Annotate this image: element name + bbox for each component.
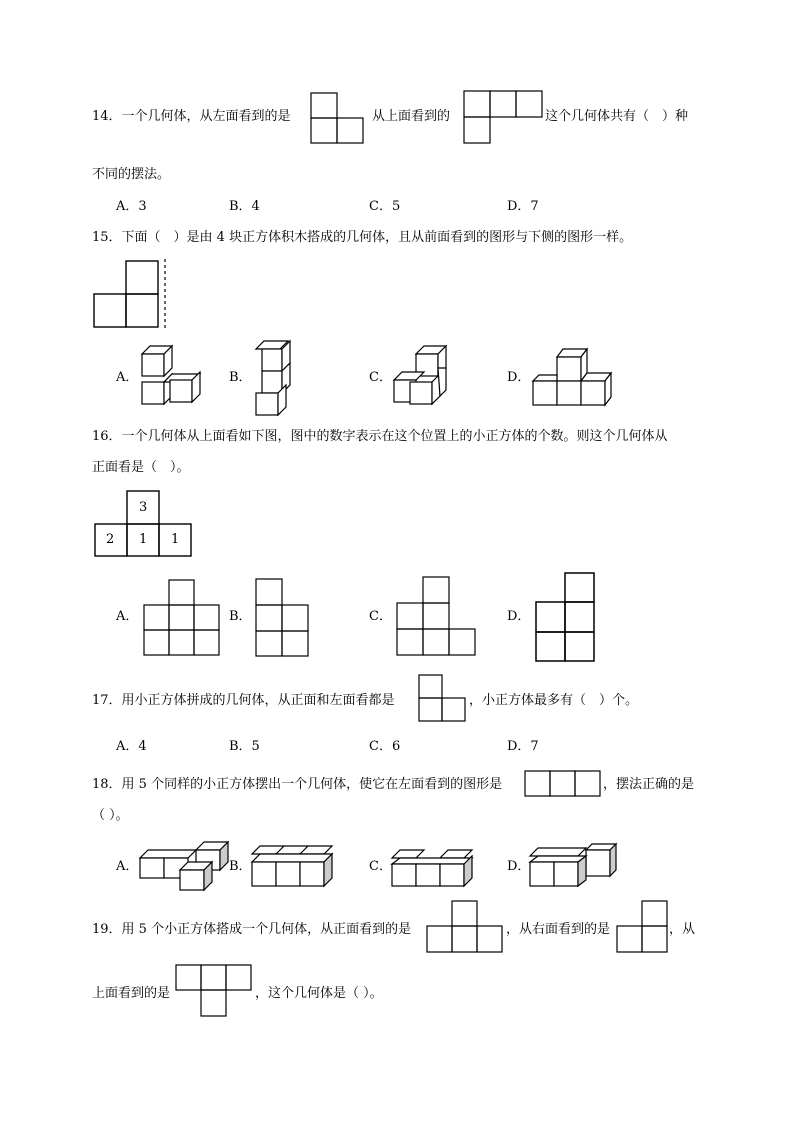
q19-text-part1: 19．用 5 个小正方体搭成一个几何体，从正面看到的是 [92, 922, 412, 937]
q16-text-line2: 正面看是（ ）。 [92, 460, 190, 475]
q18-option-c-figure[interactable] [392, 846, 478, 888]
q19-text-part3: ，从 [669, 922, 696, 937]
q18-option-d-figure[interactable] [530, 844, 624, 888]
q15-label-d[interactable]: D． [507, 370, 531, 385]
q19-front-view-figure [426, 900, 506, 954]
q17-view-figure [418, 674, 468, 722]
q16-top-view-grid [94, 490, 194, 558]
q16-option-d-figure[interactable] [535, 572, 597, 664]
q14-text-part2: 从上面看到的 [372, 109, 451, 124]
q17-text-part1: 17．用小正方体拼成的几何体，从正面和左面看都是 [92, 693, 395, 708]
q15-label-b[interactable]: B． [229, 370, 252, 385]
q16-option-b-figure[interactable] [255, 578, 311, 658]
q14-top-view-figure [463, 90, 543, 144]
q16-grid-cell-left: 2 [106, 532, 115, 547]
q16-label-b[interactable]: B． [229, 609, 252, 624]
q15-option-a-figure[interactable] [140, 346, 204, 408]
q18-label-c[interactable]: C． [369, 859, 392, 874]
q14-left-view-figure [310, 92, 364, 144]
q18-option-a-figure[interactable] [140, 842, 232, 892]
q16-label-c[interactable]: C． [369, 609, 392, 624]
q16-grid-cell-middle: 1 [139, 532, 148, 547]
q18-label-a[interactable]: A． [116, 859, 139, 874]
q15-label-a[interactable]: A． [116, 370, 139, 385]
q15-label-c[interactable]: C． [369, 370, 392, 385]
q17-option-c[interactable]: C．6 [369, 739, 401, 754]
q14-option-b[interactable]: B．4 [229, 199, 260, 214]
q18-text-part2: ，摆法正确的是 [603, 777, 695, 792]
q18-text-part1: 18．用 5 个同样的小正方体摆出一个几何体，使它在左面看到的图形是 [92, 777, 503, 792]
q15-text: 15．下面（ ）是由 4 块正方体积木搭成的几何体，且从前面看到的图形与下侧的图形一样。 [92, 230, 633, 245]
q16-option-c-figure[interactable] [396, 576, 478, 658]
q17-option-b[interactable]: B．5 [229, 739, 260, 754]
q19-text-line2a: 上面看到的是 [92, 986, 171, 1001]
q17-option-a[interactable]: A．4 [116, 739, 147, 754]
q15-option-b-figure[interactable] [256, 341, 296, 417]
q16-text-line1: 16．一个几何体从上面看如下图，图中的数字表示在这个位置上的小正方体的个数。则这个几何体从 [92, 429, 668, 444]
q14-text-part3: 这个几何体共有（ ）种 [545, 109, 689, 124]
q15-option-c-figure[interactable] [394, 346, 450, 408]
q18-label-d[interactable]: D． [507, 859, 531, 874]
q16-label-d[interactable]: D． [507, 609, 531, 624]
q19-right-view-figure [616, 900, 670, 954]
q18-label-b[interactable]: B． [229, 859, 252, 874]
q18-text-line2: （ ）。 [92, 808, 129, 823]
q15-option-d-figure[interactable] [533, 349, 617, 409]
q18-left-view-figure [524, 770, 604, 798]
q19-text-line2b: ，这个几何体是（ ）。 [255, 986, 383, 1001]
q14-option-c[interactable]: C．5 [369, 199, 401, 214]
q19-top-view-figure [175, 964, 255, 1018]
q16-label-a[interactable]: A． [116, 609, 139, 624]
q17-option-d[interactable]: D．7 [507, 739, 539, 754]
q14-text-line2: 不同的摆法。 [92, 167, 171, 182]
q16-grid-cell-top: 3 [139, 500, 148, 515]
q17-text-part2: ，小正方体最多有（ ）个。 [469, 693, 639, 708]
q16-grid-cell-right: 1 [171, 532, 180, 547]
q14-option-d[interactable]: D．7 [507, 199, 539, 214]
q18-option-b-figure[interactable] [252, 846, 336, 888]
q16-option-a-figure[interactable] [143, 579, 223, 657]
q15-front-view-figure [93, 259, 169, 329]
q14-option-a[interactable]: A．3 [116, 199, 147, 214]
q19-text-part2: ，从右面看到的是 [506, 922, 611, 937]
q14-text-part1: 14．一个几何体，从左面看到的是 [92, 109, 291, 124]
